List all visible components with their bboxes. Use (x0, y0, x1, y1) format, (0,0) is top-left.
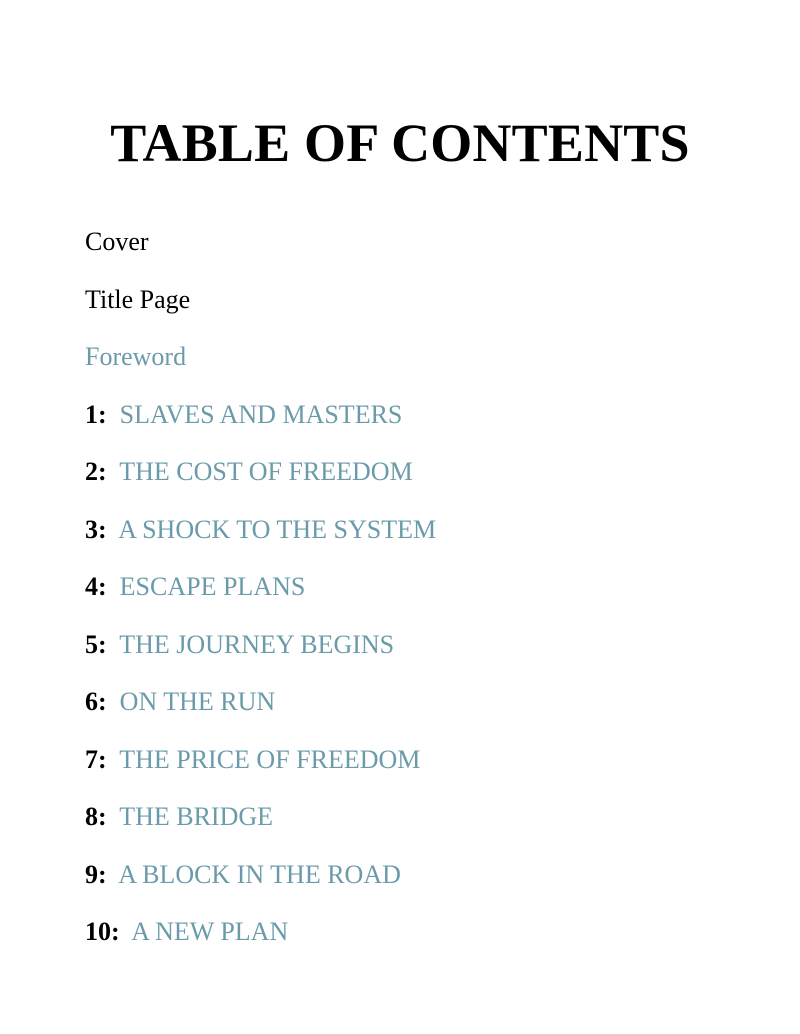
toc-entry-chapter-4 (85, 570, 436, 628)
toc-link-chapter-10[interactable]: A NEW PLAN (131, 917, 289, 946)
chapter-number: 3: (85, 514, 114, 544)
toc-link-foreword[interactable]: Foreword (85, 342, 187, 371)
toc-link-chapter-1[interactable]: SLAVES AND MASTERS (119, 399, 403, 429)
toc-link-chapter-5[interactable]: THE JOURNEY BEGINS (119, 629, 395, 659)
toc-link-chapter-6[interactable]: ON THE RUN (119, 687, 276, 716)
toc-entry-chapter-9 (85, 858, 436, 916)
chapter-number: 5: (85, 629, 114, 659)
chapter-number: 9: (85, 859, 114, 889)
chapter-number: 7: (85, 744, 114, 774)
toc-list (85, 225, 436, 973)
toc-entry-chapter-5 (85, 628, 436, 686)
toc-link-chapter-4[interactable]: ESCAPE PLANS (119, 572, 306, 601)
toc-entry-title-page (85, 283, 436, 341)
chapter-number: 2: (85, 457, 114, 486)
toc-entry-chapter-8 (85, 800, 436, 858)
chapter-number: 8: (85, 802, 114, 831)
toc-entry-foreword (85, 340, 436, 398)
toc-entry-chapter-2 (85, 455, 436, 513)
toc-link-chapter-2[interactable]: THE COST OF FREEDOM (119, 457, 413, 486)
toc-link-chapter-7[interactable]: THE PRICE OF FREEDOM (119, 744, 421, 774)
page-title: TABLE OF CONTENTS (110, 113, 690, 173)
toc-entry-chapter-10 (85, 915, 436, 973)
chapter-number: 10: (85, 917, 127, 946)
chapter-number: 6: (85, 687, 114, 716)
toc-label-title-page: Title Page (85, 284, 191, 314)
toc-label-cover: Cover (85, 227, 149, 256)
toc-link-chapter-9[interactable]: A BLOCK IN THE ROAD (118, 859, 401, 889)
toc-entry-chapter-7 (85, 743, 436, 801)
toc-entry-chapter-3 (85, 513, 436, 571)
toc-link-chapter-8[interactable]: THE BRIDGE (119, 802, 274, 831)
toc-link-chapter-3[interactable]: A SHOCK TO THE SYSTEM (118, 514, 437, 544)
chapter-number: 1: (85, 399, 114, 429)
toc-entry-chapter-1 (85, 398, 436, 456)
toc-entry-chapter-6 (85, 685, 436, 743)
chapter-number: 4: (85, 572, 114, 601)
toc-entry-cover (85, 225, 436, 283)
